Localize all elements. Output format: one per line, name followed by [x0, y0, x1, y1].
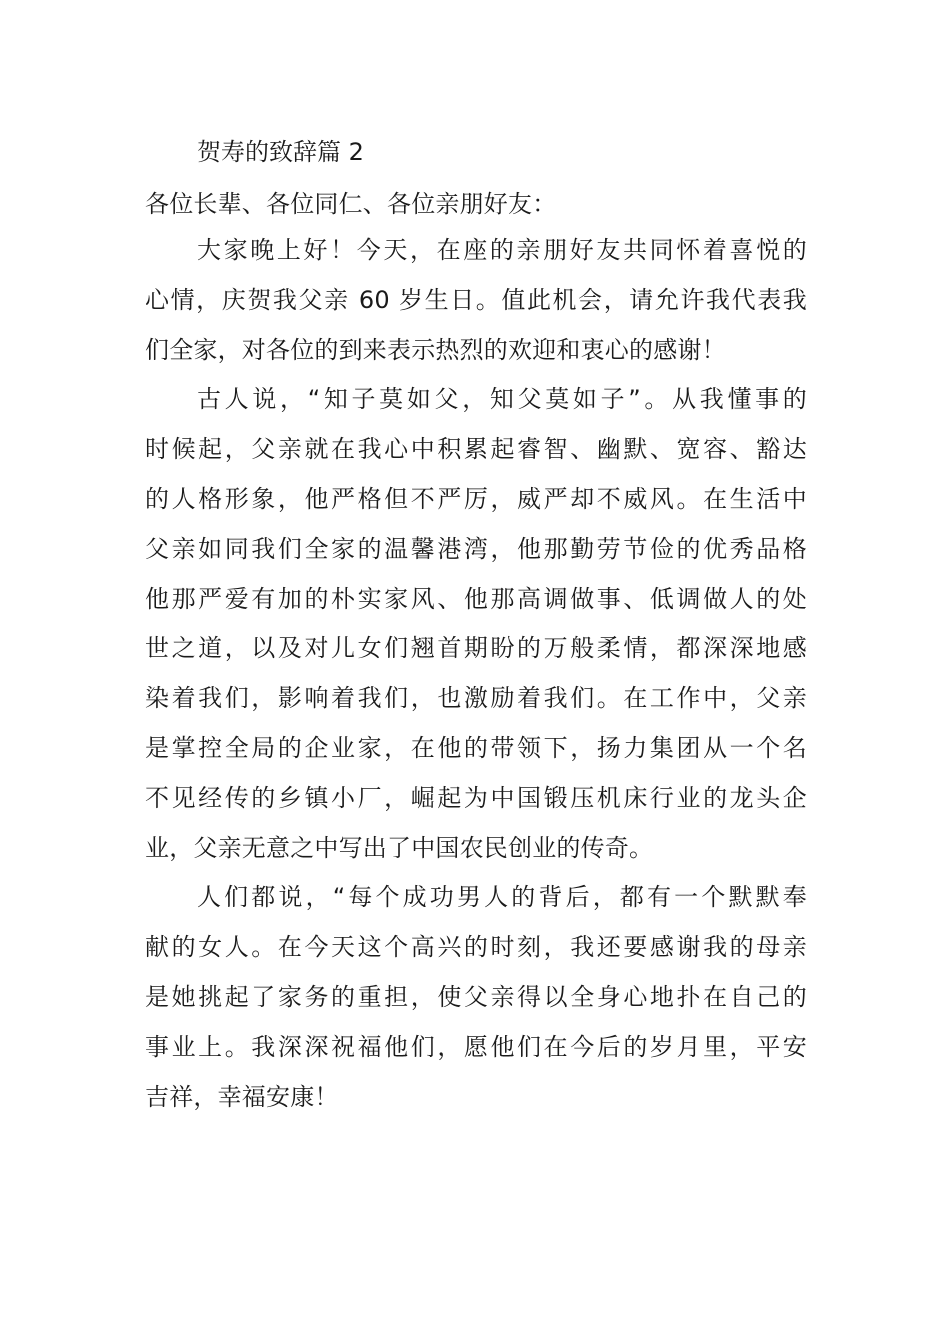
paragraph-line: 业，父亲无意之中写出了中国农民创业的传奇。 — [145, 834, 654, 863]
paragraph-1 — [145, 226, 807, 376]
paragraph-2 — [145, 375, 807, 874]
paragraph-line: 古人说，“知子莫如父，知父莫如子”。从我懂事的 — [197, 385, 807, 413]
paragraph-line: 人们都说，“每个成功男人的背后，都有一个默默奉 — [197, 883, 807, 911]
paragraph-line: 是掌控全局的企业家，在他的带领下，扬力集团从一个名 — [145, 734, 807, 763]
salutation: 各位长辈、各位同仁、各位亲朋好友： — [145, 190, 557, 218]
paragraph-line: 们全家，对各位的到来表示热烈的欢迎和衷心的感谢！ — [145, 335, 726, 364]
paragraph-line: 他那严爱有加的朴实家风、他那高调做事、低调做人的处 — [145, 584, 807, 613]
paragraph-line: 是她挑起了家务的重担，使父亲得以全身心地扑在自己的 — [145, 982, 807, 1011]
paragraph-line: 父亲如同我们全家的温馨港湾，他那勤劳节俭的优秀品格 — [145, 534, 807, 563]
paragraph-line: 心情，庆贺我父亲 60 岁生日。值此机会，请允许我代表我 — [145, 285, 807, 314]
paragraph-line: 染着我们，影响着我们，也激励着我们。在工作中，父亲 — [145, 684, 807, 713]
paragraph-line: 世之道，以及对儿女们翘首期盼的万般柔情，都深深地感 — [145, 634, 807, 663]
paragraph-line: 献的女人。在今天这个高兴的时刻，我还要感谢我的母亲 — [145, 932, 807, 961]
paragraph-line: 事业上。我深深祝福他们，愿他们在今后的岁月里，平安 — [145, 1032, 807, 1061]
paragraph-line: 时候起，父亲就在我心中积累起睿智、幽默、宽容、豁达 — [145, 434, 807, 463]
paragraph-line: 大家晚上好！今天，在座的亲朋好友共同怀着喜悦的 — [197, 236, 807, 264]
paragraph-line: 的人格形象，他严格但不严厉，威严却不威风。在生活中 — [145, 484, 807, 513]
document-title: 贺寿的致辞篇 2 — [197, 138, 364, 166]
paragraph-line: 吉祥，幸福安康！ — [145, 1082, 339, 1111]
paragraph-line: 不见经传的乡镇小厂，崛起为中国锻压机床行业的龙头企 — [145, 784, 807, 813]
paragraph-3 — [145, 873, 807, 1122]
